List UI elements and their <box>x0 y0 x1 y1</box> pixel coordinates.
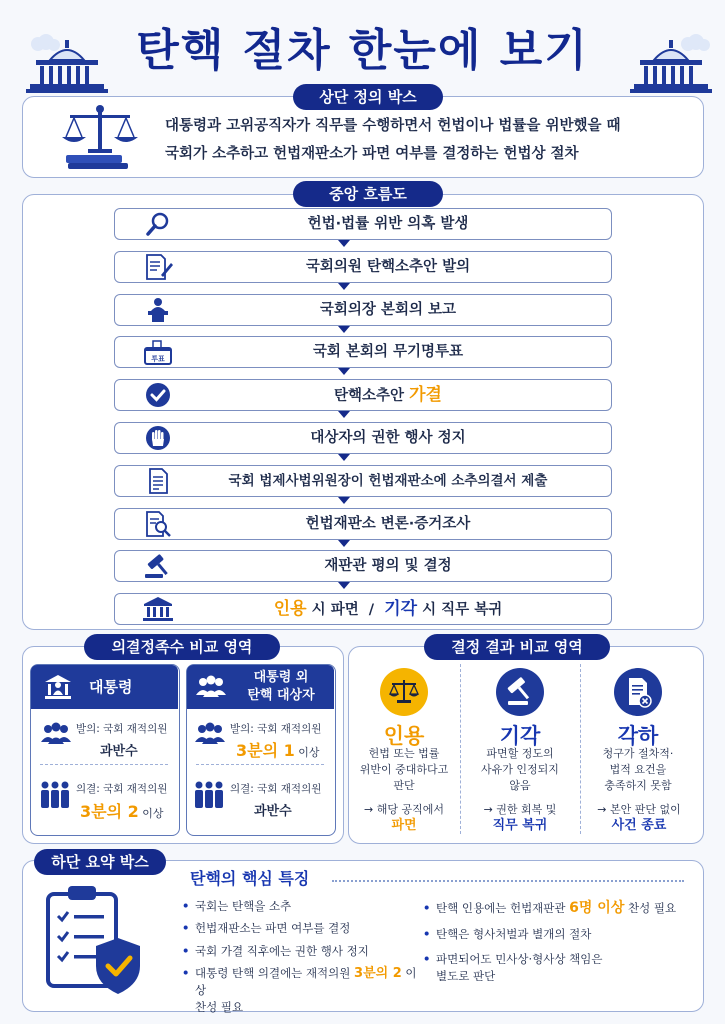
summary-right-first-a: 탄핵 인용에는 헌법재판관 <box>436 901 570 915</box>
president-resolve-rest: 이상 <box>138 807 164 820</box>
desc-line: 파면할 정도의 <box>486 747 554 760</box>
others-resolve-value: 과반수 <box>254 804 292 819</box>
flow-arrow <box>338 411 350 418</box>
others-card-title-line2: 탄핵 대상자 <box>247 688 315 703</box>
foot-line: → 권한 회복 및 <box>483 803 557 816</box>
desc-line: 않음 <box>509 779 531 792</box>
flow-step <box>114 550 612 582</box>
document-x-icon <box>614 668 662 716</box>
result-title-dismiss: 각하 <box>617 724 659 748</box>
flow-step <box>114 508 612 540</box>
step-label: 헌법·법률 위반 의혹 발생 <box>307 216 469 232</box>
summary-left-item: • 국회 가결 직후에는 권한 행사 정지 <box>195 943 369 960</box>
summary-right-item <box>436 900 696 917</box>
flow-arrow <box>338 454 350 461</box>
desc-line: 법적 요건을 <box>609 763 667 776</box>
others-propose-rest: 이상 <box>294 746 320 759</box>
president-resolve-highlight: 3분의 2 <box>80 802 139 821</box>
ballot-label: 투표 <box>151 355 165 363</box>
result-divider-2 <box>580 664 581 834</box>
others-card-title-line1: 대통령 외 <box>253 670 309 685</box>
gavel-icon <box>496 668 544 716</box>
step-label: 대상자의 권한 행사 정지 <box>310 430 466 446</box>
president-card-title: 대통령 <box>89 678 133 696</box>
flow-step-text <box>175 252 601 282</box>
desc-line: 위반이 중대하다고 <box>359 763 449 776</box>
flow-step <box>114 379 612 411</box>
flow-step <box>114 208 612 240</box>
result-desc-accept <box>356 746 452 794</box>
step-label: 헌법재판소 변론·증거조사 <box>305 516 471 532</box>
document-pen-icon <box>141 254 175 280</box>
result-desc-reject <box>472 746 568 794</box>
summary-label: 하단 요약 박스 <box>34 849 166 875</box>
summary-left-item <box>195 965 425 1016</box>
result-title-accept: 인용 <box>383 724 425 748</box>
flow-step-text <box>175 295 601 325</box>
desc-line: 헌법 또는 법률 <box>368 747 440 760</box>
step-label: 탄핵소추안 <box>334 388 410 404</box>
result-foot-reject <box>468 802 572 834</box>
reject-highlight: 기각 <box>384 599 418 619</box>
summary-right-last-2: 별도로 판단 <box>436 969 496 983</box>
flow-arrow <box>338 540 350 547</box>
definition-line1: 대통령과 고위공직자가 직무를 수행하면서 헌법이나 법률을 위반했을 때 <box>165 118 621 134</box>
result-foot-accept <box>352 802 456 834</box>
standing-people-icon <box>38 780 72 810</box>
summary-right-item: • 탄핵은 형사처벌과 별개의 절차 <box>436 926 591 943</box>
desc-line: 사유가 인정되지 <box>481 763 559 776</box>
president-building-icon <box>43 674 73 700</box>
president-resolve-text: 의결: 국회 재적의원 <box>76 783 168 795</box>
foot-line: → 해당 공직에서 <box>364 803 444 816</box>
summary-heading-dots <box>332 880 684 882</box>
summary-left-item: • 국회는 탄핵을 소추 <box>195 898 291 915</box>
step-label: 국회의원 탄핵소추안 발의 <box>305 259 471 275</box>
summary-left-last-highlight: 3분의 2 <box>354 966 402 981</box>
result-title-reject: 기각 <box>499 724 541 748</box>
others-card-header <box>187 665 334 709</box>
gavel-icon <box>141 553 175 579</box>
others-divider <box>196 764 324 765</box>
summary-right-last-1: • 파면되어도 민사상·형사상 책임은 <box>436 952 603 966</box>
flow-arrow <box>338 582 350 589</box>
flow-step-text <box>175 594 601 625</box>
summary-left-item: • 헌법재판소는 파면 여부를 결정 <box>195 920 350 937</box>
podium-speaker-icon <box>141 297 175 323</box>
president-propose-text: 발의: 국회 재적의원 <box>76 723 168 735</box>
desc-line: 판단 <box>393 779 415 792</box>
accept-highlight: 인용 <box>273 599 307 619</box>
result-foot-dismiss <box>584 802 694 834</box>
people-icon <box>195 675 227 699</box>
reject-text: 시 직무 복귀 <box>417 602 503 618</box>
flow-step-text <box>175 423 601 453</box>
result-label: 결정 결과 비교 영역 <box>424 634 610 660</box>
foot-highlight: 사건 종료 <box>611 818 667 833</box>
step-label: 재판관 평의 및 결정 <box>324 558 452 574</box>
president-card-header <box>31 665 178 709</box>
accept-text: 시 파면 / <box>306 602 385 618</box>
foot-line: → 본안 판단 없이 <box>597 803 681 816</box>
summary-right-first-b: 찬성 필요 <box>624 901 677 915</box>
document-search-icon <box>141 511 175 537</box>
standing-people-icon <box>192 780 226 810</box>
summary-left-last-b: 이상 <box>195 966 417 997</box>
stop-hand-icon <box>141 425 175 451</box>
flow-step-text <box>175 509 601 539</box>
quorum-label: 의결정족수 비교 영역 <box>84 634 280 660</box>
flow-step <box>114 294 612 326</box>
flow-step <box>114 336 612 368</box>
flow-arrow <box>338 240 350 247</box>
others-propose-text: 발의: 국회 재적의원 <box>230 723 322 735</box>
step-label: 국회의장 본회의 보고 <box>319 302 457 318</box>
flow-step-text <box>175 551 601 581</box>
step-highlight: 가결 <box>409 385 442 405</box>
scales-icon <box>380 668 428 716</box>
page-title: 탄핵 절차 한눈에 보기 <box>136 25 589 76</box>
flow-arrow <box>338 326 350 333</box>
others-propose-highlight: 3분의 1 <box>236 741 295 760</box>
others-card-title <box>239 669 323 705</box>
flow-step-text <box>175 380 601 411</box>
summary-left-last-a: 대통령 탄핵 의결에는 재적의원 <box>195 966 355 980</box>
definition-label: 상단 정의 박스 <box>293 84 443 110</box>
others-resolve-text: 의결: 국회 재적의원 <box>230 783 322 795</box>
flow-step <box>114 465 612 497</box>
flow-step-text <box>175 209 601 239</box>
step-label: 국회 법제사법위원장이 헌법재판소에 소추의결서 제출 <box>228 473 548 489</box>
group-icon <box>194 722 226 746</box>
definition-line2: 국회가 소추하고 헌법재판소가 파면 여부를 결정하는 헌법상 절차 <box>165 146 579 162</box>
president-propose-value: 과반수 <box>100 744 138 759</box>
president-resolve-value <box>80 799 164 822</box>
magnifier-icon <box>141 211 175 237</box>
flow-step <box>114 251 612 283</box>
definition-text <box>165 112 685 168</box>
summary-right-item <box>436 951 696 985</box>
foot-highlight: 직무 복귀 <box>492 818 548 833</box>
scales-book-icon <box>60 103 140 171</box>
clipboard-shield-icon <box>40 880 150 998</box>
flow-arrow <box>338 497 350 504</box>
check-circle-icon <box>141 382 175 408</box>
step-label: 국회 본회의 무기명투표 <box>312 344 464 360</box>
flow-step-text <box>175 466 601 496</box>
flow-arrow <box>338 283 350 290</box>
flow-step <box>114 422 612 454</box>
others-propose-value <box>236 738 320 761</box>
group-icon <box>40 722 72 746</box>
flow-arrow <box>338 368 350 375</box>
summary-right-first-highlight: 6명 이상 <box>569 900 625 916</box>
summary-left-last-c: 찬성 필요 <box>195 1000 244 1014</box>
flow-step-text <box>175 337 601 367</box>
court-building-icon <box>141 596 175 622</box>
summary-heading: 탄핵의 핵심 특징 <box>190 869 310 888</box>
president-divider <box>40 764 168 765</box>
foot-highlight: 파면 <box>391 818 417 833</box>
flow-label: 중앙 흐름도 <box>293 181 443 207</box>
document-icon <box>141 468 175 494</box>
flow-step <box>114 593 612 625</box>
ballot-box-icon <box>141 339 175 365</box>
result-divider-1 <box>460 664 461 834</box>
desc-line: 충족하지 못함 <box>604 779 672 792</box>
result-desc-dismiss <box>588 746 688 794</box>
desc-line: 청구가 절차적· <box>602 747 674 760</box>
